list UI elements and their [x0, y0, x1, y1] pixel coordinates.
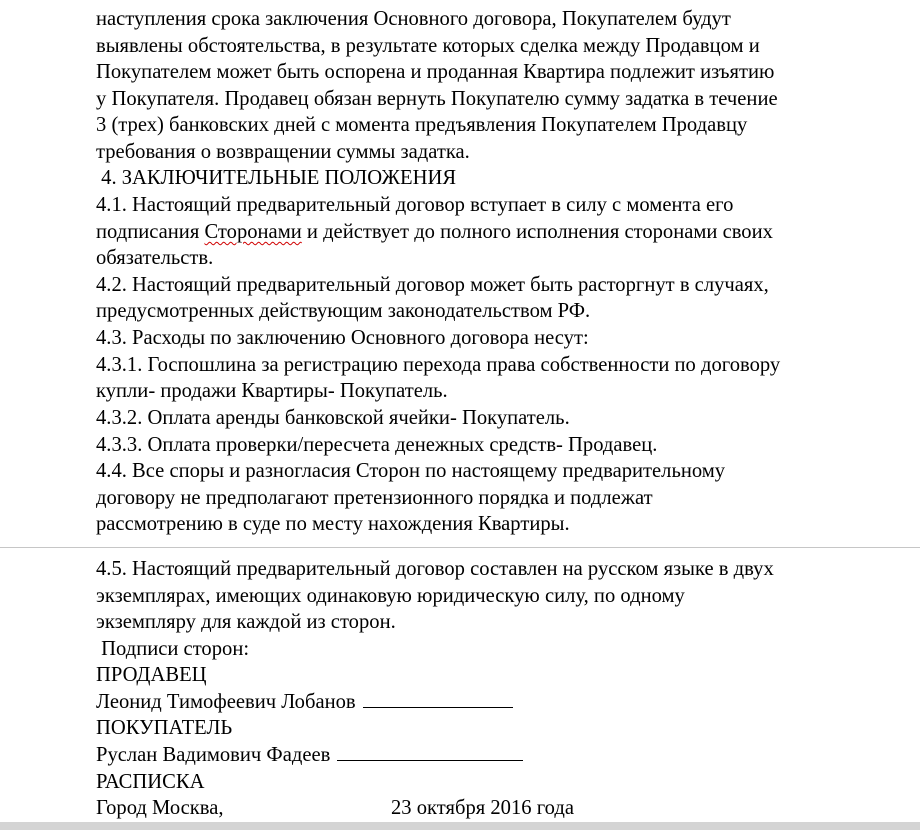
seller-signature-row	[96, 689, 513, 715]
paragraph-line: 4.3.2. Оплата аренды банковской ячейки- Покупатель.	[96, 407, 570, 429]
paragraph-line: 4.3.1. Госпошлина за регистрацию перехода права собственности по договору	[96, 354, 781, 376]
city: Город Москва,	[96, 797, 224, 819]
paragraph-line: купли- продажи Квартиры- Покупатель.	[96, 380, 448, 402]
seller-heading: ПРОДАВЕЦ	[96, 664, 207, 686]
paragraph-line: 4.3.3. Оплата проверки/пересчета денежных средств- Продавец.	[96, 434, 658, 456]
document-date: 23 октября 2016 года	[391, 797, 574, 819]
city-date-row	[96, 795, 696, 821]
seller-name: Леонид Тимофеевич Лобанов	[96, 691, 356, 713]
page-break-divider	[0, 547, 920, 548]
buyer-name: Руслан Вадимович Фадеев	[96, 744, 331, 766]
seller-signature-line	[363, 689, 513, 708]
paragraph-line: обязательств.	[96, 247, 214, 269]
paragraph-line: 3 (трех) банковских дней с момента предъявления Покупателем Продавцу	[96, 114, 748, 136]
paragraph-line: рассмотрению в суде по месту нахождения Квартиры.	[96, 513, 570, 535]
text-run: подписания	[96, 221, 205, 243]
section-heading: 4. ЗАКЛЮЧИТЕЛЬНЫЕ ПОЛОЖЕНИЯ	[96, 167, 457, 189]
paragraph-line: 4.3. Расходы по заключению Основного договора несут:	[96, 327, 589, 349]
spellcheck-word[interactable]: Сторонами	[204, 221, 302, 243]
paragraph-line: договору не предполагают претензионного порядка и подлежат	[96, 487, 653, 509]
paragraph-line: 4.1. Настоящий предварительный договор вступает в силу с момента его	[96, 194, 734, 216]
paragraph-line: экземпляру для каждой из сторон.	[96, 611, 396, 633]
paragraph-line: наступления срока заключения Основного договора, Покупателем будут	[96, 8, 731, 30]
page-bottom-edge	[0, 822, 920, 830]
paragraph-line: 4.5. Настоящий предварительный договор составлен на русском языке в двух	[96, 558, 774, 580]
paragraph-line: Покупателем может быть оспорена и проданная Квартира подлежит изъятию	[96, 61, 775, 83]
document-page-2	[0, 550, 920, 822]
paragraph-line: у Покупателя. Продавец обязан вернуть Покупателю сумму задатка в течение	[96, 88, 778, 110]
buyer-signature-row	[96, 742, 523, 768]
buyer-signature-line	[337, 742, 523, 761]
text-run: и действует до полного исполнения сторонами своих	[301, 221, 773, 243]
paragraph-line	[96, 219, 773, 245]
paragraph-line: 4.2. Настоящий предварительный договор может быть расторгнут в случаях,	[96, 274, 769, 296]
buyer-heading: ПОКУПАТЕЛЬ	[96, 717, 233, 739]
paragraph-line: требования о возвращении суммы задатка.	[96, 141, 470, 163]
signatures-heading: Подписи сторон:	[96, 638, 250, 660]
paragraph-line: экземплярах, имеющих одинаковую юридическую силу, по одному	[96, 585, 685, 607]
paragraph-line: предусмотренных действующим законодательством РФ.	[96, 300, 591, 322]
paragraph-line: выявлены обстоятельства, в результате которых сделка между Продавцом и	[96, 35, 760, 57]
receipt-heading: РАСПИСКА	[96, 771, 205, 793]
paragraph-line: 4.4. Все споры и разногласия Сторон по настоящему предварительному	[96, 460, 726, 482]
